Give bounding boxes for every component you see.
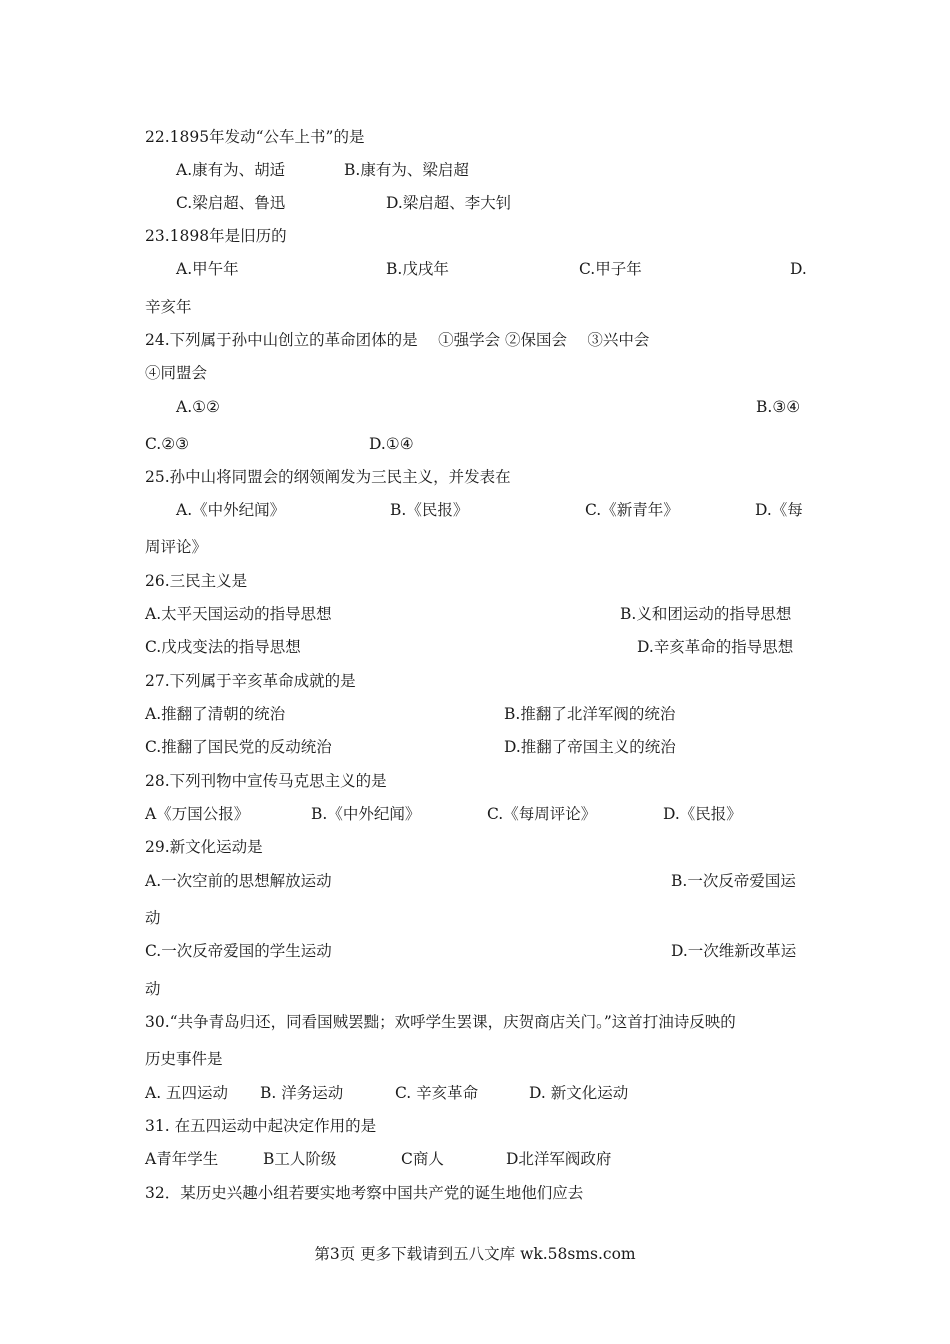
question-26-option-b: B.义和团运动的指导思想 <box>620 605 792 623</box>
question-27-option-c: C.推翻了国民党的反动统治 <box>145 738 332 756</box>
question-26-option-a: A.太平天国运动的指导思想 <box>145 605 332 623</box>
question-24-option-c: C.②③ <box>145 435 190 453</box>
question-22-option-b: B.康有为、梁启超 <box>344 161 469 179</box>
question-23-option-d-continued: 辛亥年 <box>145 298 192 316</box>
question-24-stem: 24.下列属于孙中山创立的革命团体的是 ①强学会 ②保国会 ③兴中会 <box>145 331 650 349</box>
question-30-option-d: D. 新文化运动 <box>529 1084 629 1102</box>
question-22-option-d: D.梁启超、李大钊 <box>386 194 512 212</box>
question-25-stem: 25.孙中山将同盟会的纲领阐发为三民主义，并发表在 <box>145 468 511 486</box>
question-29-option-b-continued: 动 <box>145 909 161 927</box>
question-25-option-c: C.《新青年》 <box>585 501 679 519</box>
question-31-option-d: D北洋军阀政府 <box>506 1150 612 1168</box>
question-31-option-b: B工人阶级 <box>263 1150 337 1168</box>
question-32-stem: 32．某历史兴趣小组若要实地考察中国共产党的诞生地他们应去 <box>145 1184 584 1202</box>
question-27-option-d: D.推翻了帝国主义的统治 <box>504 738 676 756</box>
question-23-stem: 23.1898年是旧历的 <box>145 227 287 245</box>
question-29-option-d-continued: 动 <box>145 980 161 998</box>
question-27-stem: 27.下列属于辛亥革命成就的是 <box>145 672 356 690</box>
question-30-option-c: C. 辛亥革命 <box>395 1084 479 1102</box>
question-26-stem: 26.三民主义是 <box>145 572 248 590</box>
question-30-stem-continued: 历史事件是 <box>145 1050 223 1068</box>
question-31-stem: 31. 在五四运动中起决定作用的是 <box>145 1117 377 1135</box>
question-29-stem: 29.新文化运动是 <box>145 838 263 856</box>
question-24-option-d: D.①④ <box>369 435 414 453</box>
page-footer: 第3页 更多下载请到五八文库 wk.58sms.com <box>314 1245 636 1263</box>
question-28-stem: 28.下列刊物中宣传马克思主义的是 <box>145 772 387 790</box>
question-29-option-d: D.一次维新改革运 <box>671 942 797 960</box>
question-27-option-b: B.推翻了北洋军阀的统治 <box>504 705 676 723</box>
question-31-option-a: A青年学生 <box>145 1150 219 1168</box>
question-30-stem: 30.“共争青岛归还，同看国贼罢黜；欢呼学生罢课，庆贺商店关门。”这首打油诗反映的 <box>145 1013 736 1031</box>
question-28-option-d: D.《民报》 <box>663 805 742 823</box>
question-24-option-b: B.③④ <box>756 398 801 416</box>
question-24-stem-continued: ④同盟会 <box>145 364 208 382</box>
question-28-option-b: B.《中外纪闻》 <box>311 805 421 823</box>
question-25-option-d: D.《每 <box>755 501 803 519</box>
question-29-option-c: C.一次反帝爱国的学生运动 <box>145 942 332 960</box>
question-29-option-a: A.一次空前的思想解放运动 <box>145 872 332 890</box>
question-25-option-a: A.《中外纪闻》 <box>176 501 286 519</box>
question-24-option-a: A.①② <box>176 398 220 416</box>
question-25-option-b: B.《民报》 <box>390 501 469 519</box>
question-31-option-c: C商人 <box>401 1150 444 1168</box>
question-23-option-b: B.戊戌年 <box>386 260 449 278</box>
question-23-option-d: D. <box>790 260 807 278</box>
question-28-option-a: A《万国公报》 <box>145 805 250 823</box>
question-22-option-c: C.梁启超、鲁迅 <box>176 194 286 212</box>
question-28-option-c: C.《每周评论》 <box>487 805 597 823</box>
question-25-option-d-continued: 周评论》 <box>145 538 208 556</box>
question-23-option-c: C.甲子年 <box>579 260 642 278</box>
question-29-option-b: B.一次反帝爱国运 <box>671 872 796 890</box>
question-22-stem: 22.1895年发动“公车上书”的是 <box>145 128 365 146</box>
question-23-option-a: A.甲午年 <box>176 260 239 278</box>
question-30-option-b: B. 洋务运动 <box>260 1084 344 1102</box>
question-30-option-a: A. 五四运动 <box>145 1084 229 1102</box>
question-27-option-a: A.推翻了清朝的统治 <box>145 705 286 723</box>
question-26-option-d: D.辛亥革命的指导思想 <box>637 638 794 656</box>
question-26-option-c: C.戊戌变法的指导思想 <box>145 638 301 656</box>
question-22-option-a: A.康有为、胡适 <box>176 161 286 179</box>
